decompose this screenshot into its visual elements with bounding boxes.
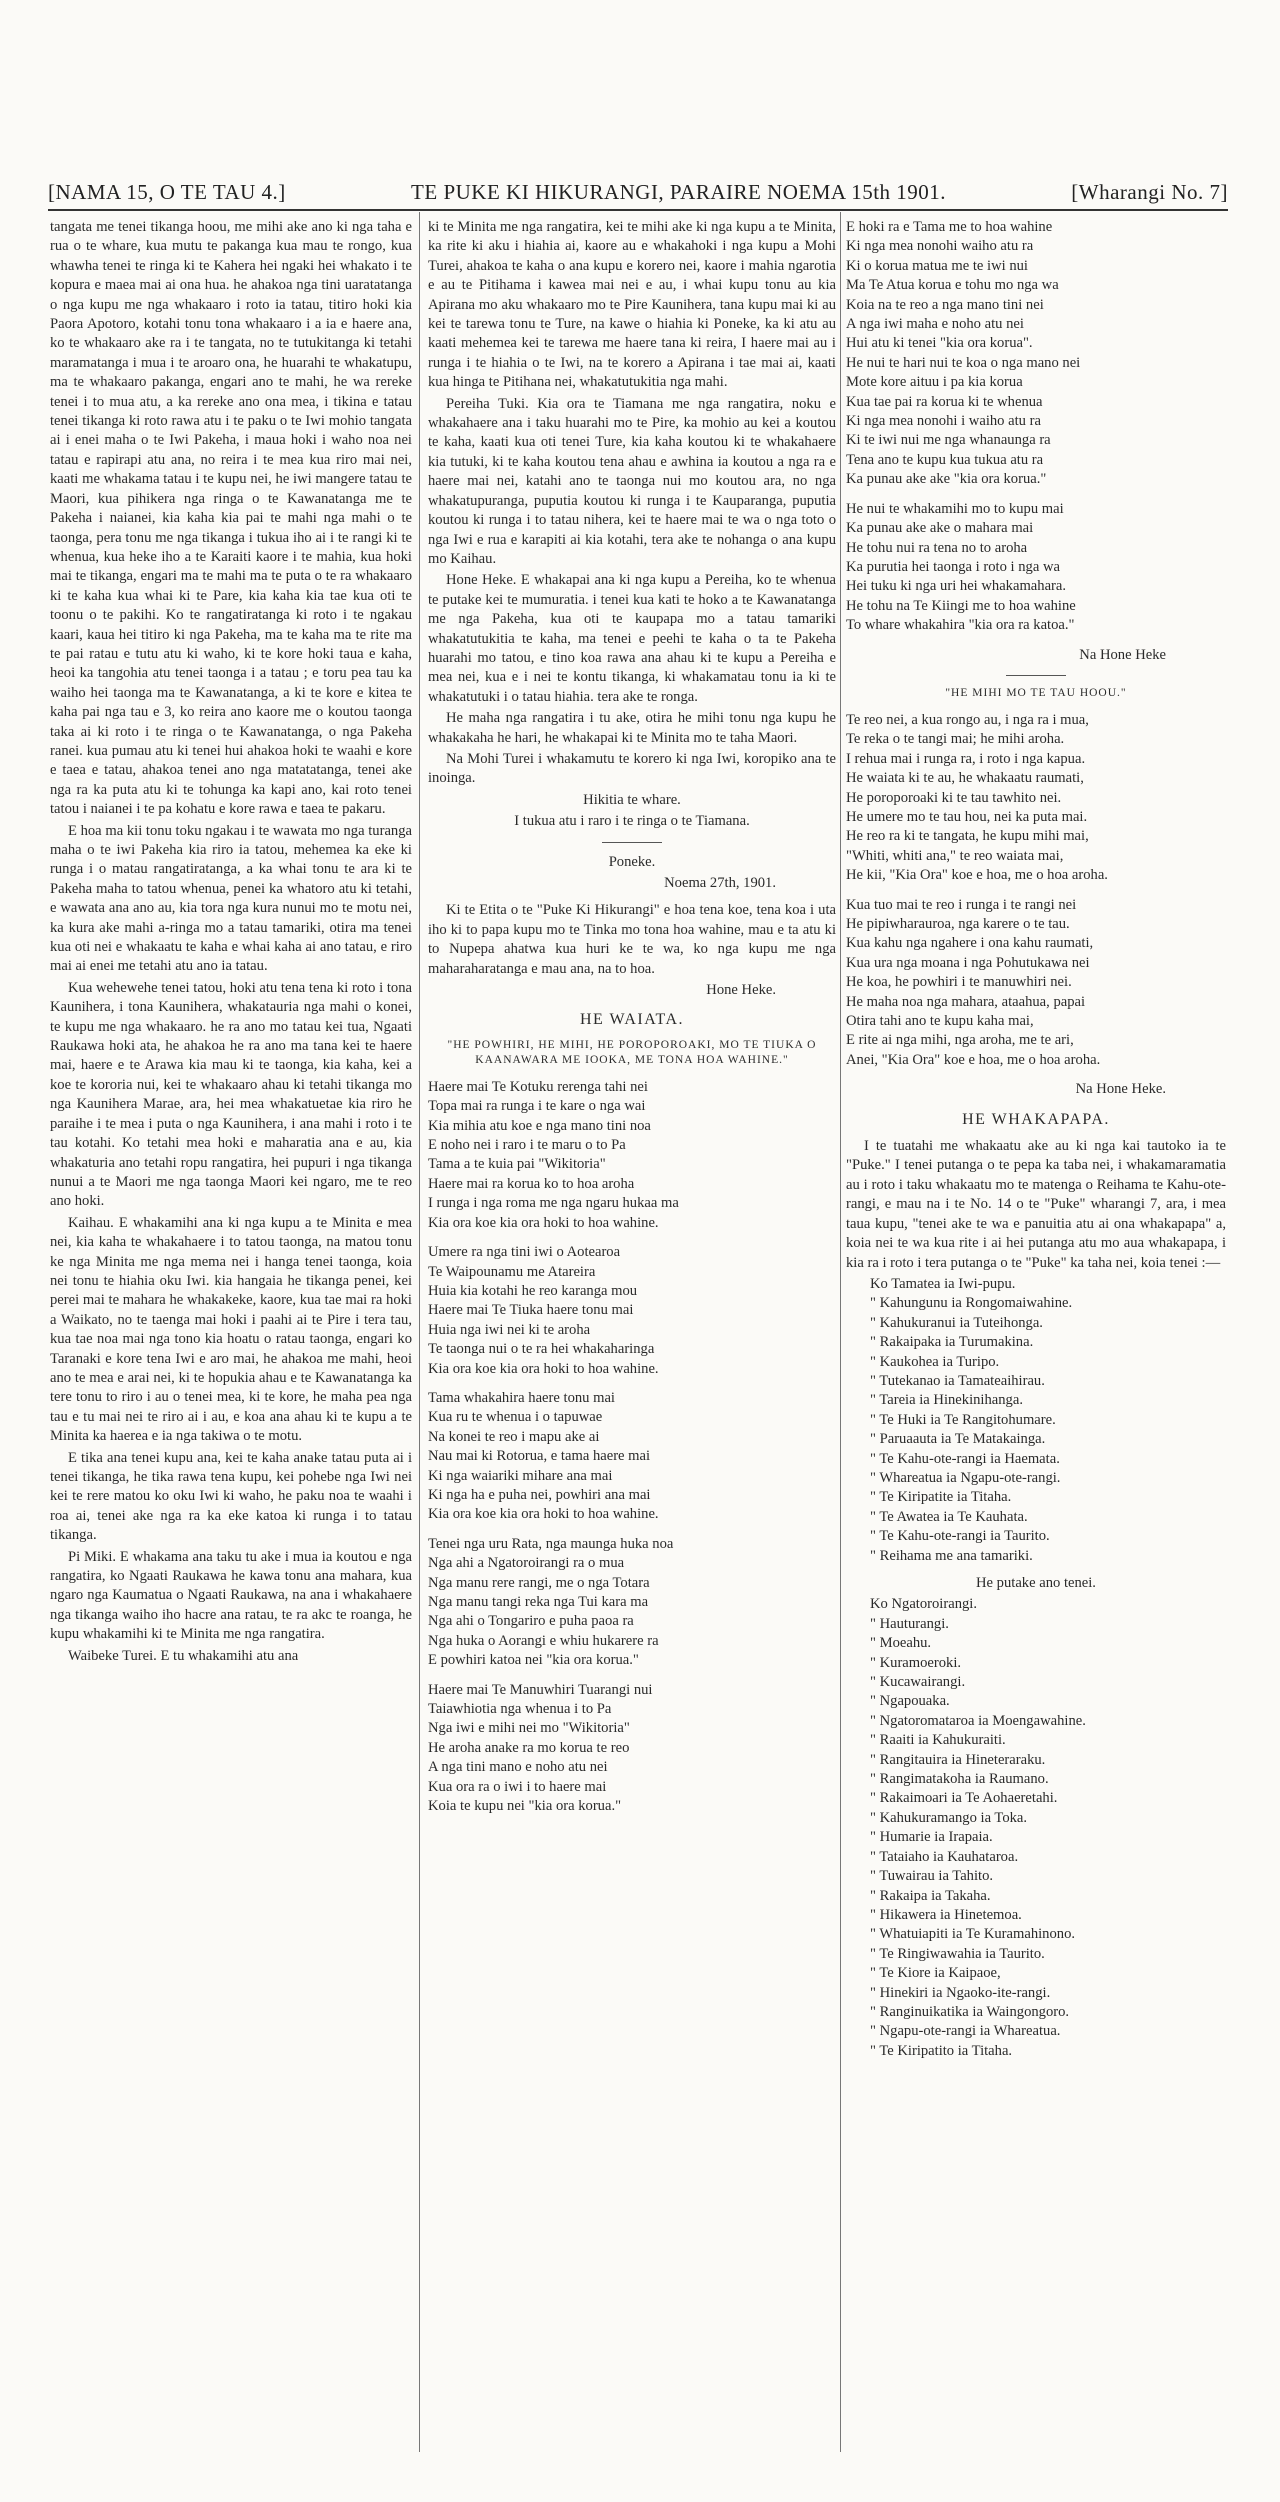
line: " Raaiti ia Kahukuraiti. xyxy=(870,1732,1006,1749)
line: " Hinekiri ia Ngaoko-ite-rangi. xyxy=(870,1984,1051,2001)
line: Nga ahi a Ngatoroirangi ra o mua xyxy=(428,1555,625,1572)
line: " Tataiaho ia Kauhataroa. xyxy=(870,1848,1019,1865)
line: He pipiwharauroa, nga karere o te tau. xyxy=(846,916,1070,932)
line: " Te Kiripatito ia Titaha. xyxy=(870,2042,1013,2059)
line: " Paruaauta ia Te Matakainga. xyxy=(870,1431,1046,1448)
waiata-title: HE WAIATA. xyxy=(579,1011,685,1029)
stanza xyxy=(428,1243,836,1379)
line: " Ranginuikatika ia Waingongoro. xyxy=(870,2003,1070,2020)
stanza xyxy=(428,1535,836,1671)
line: Te reka o te tangi mai; he mihi aroha. xyxy=(846,731,1065,748)
column-rule xyxy=(419,212,420,2452)
line: Kia ora koe kia ora hoki to hoa wahine. xyxy=(428,1214,659,1231)
line: " Te Kiripatite ia Titaha. xyxy=(870,1489,1012,1506)
line: I runga i nga roma me nga ngaru hukaa ma xyxy=(428,1195,679,1212)
line: " Whareatua ia Ngapu-ote-rangi. xyxy=(870,1469,1061,1486)
line: Ki nga ha e puha nei, powhiri ana mai xyxy=(428,1486,651,1503)
line: " Tuwairau ia Tahito. xyxy=(870,1868,994,1885)
line: " Whatuiapiti ia Te Kuramahinono. xyxy=(870,1926,1076,1943)
line: Kua kahu nga ngahere i ona kahu raumati, xyxy=(846,935,1094,952)
column-3 xyxy=(846,218,1226,2061)
divider xyxy=(602,842,662,843)
line: Kua ora ra o iwi i to haere mai xyxy=(428,1778,607,1795)
line: Tena ano te kupu kua tukua atu ra xyxy=(846,451,1044,468)
line: Taiawhiotia nga whenua i to Pa xyxy=(428,1701,612,1718)
line: " Kahukuramango ia Toka. xyxy=(870,1809,1028,1826)
column-rule xyxy=(840,212,841,2452)
line: A nga iwi maha e noho atu nei xyxy=(846,316,1024,333)
line: A nga tini mano e noho atu nei xyxy=(428,1759,608,1776)
line: He nui te whakamihi mo to kupu mai xyxy=(846,500,1064,517)
line: Haere mai Te Kotuku rerenga tahi nei xyxy=(428,1078,648,1095)
list-heading: He putake ano tenei. xyxy=(976,1575,1096,1591)
line: Ki te iwi nui me nga whanaunga ra xyxy=(846,432,1051,449)
genealogy-list xyxy=(846,1595,1226,2061)
paragraph: I tukua atu i raro i te ringa o te Tiamana. xyxy=(514,813,750,830)
line: " Reihama me ana tamariki. xyxy=(870,1547,1033,1564)
line: " Te Kahu-ote-rangi ia Taurito. xyxy=(870,1528,1050,1545)
genealogy-list xyxy=(846,1275,1226,1566)
line: " Humarie ia Irapaia. xyxy=(870,1829,993,1846)
line: " Te Awatea ia Te Kauhata. xyxy=(870,1508,1028,1525)
line: Nga manu tangi reka nga Tui kara ma xyxy=(428,1594,649,1610)
line: " Rakaipa ia Takaha. xyxy=(870,1887,991,1904)
line: Otira tahi ano te kupu kaha mai, xyxy=(846,1013,1034,1030)
divider xyxy=(1006,675,1066,676)
line: Kua ura nga moana i nga Pohutukawa nei xyxy=(846,954,1090,971)
line: " Moeahu. xyxy=(870,1635,932,1652)
paragraph: He maha nga rangatira i tu ake, otira he mihi tonu nga kupu he whakakaha he hari, he whakapai ki te Minita mo te taha Maori. xyxy=(428,710,836,746)
line: He reo ra ki te tangata, he kupu mihi mai, xyxy=(846,828,1089,845)
paragraph: tangata me tenei tikanga hoou, me mihi ake ano ki nga taha e rua o te whare, kua mutu te pakanga kua mau te rongo, kua whawha tenei te ringa ki te Kahera hei ngaki hei whakato i te kopura e maea mai ai ona hua. he ahakoa nga tini uaratatanga o nga kupu me nga whakaaro i roto ia tatau, titiro hoki kia Paora Apotoro, kotahi tonu tona whakaaro i a ia e haere ana, ko te whakaaro ake ra i te tangata, no te tutukitanga ki tetahi maramatanga i mua i te aroaro ona, he huarahi te whakatupu, ma te whakaaro pakanga, engari ano te mahi, he wa rereke tenei i to mua atu, a ka rereke ano ona mea, i tikina e tatau tenei tikanga ki roto rawa atu i te paku o te Iwi mohio tangata ai i enei maha o te Iwi Pakeha, i maua hoki i waho noa nei tatau e rapirapi atu ana, no reira i te mea kua riro mai nei, kaati me whakama tatau i te kupu nei, he iwi mangere tatau te Maori, kua pihikera nga ringa o te Kawanatanga me te Pakeha i naianei, kia kaha kia pai te mahi nga mahi o te taonga, pera tonu me nga tikanga i tukua iho ai i te rangi ki te whenua, kua heke iho a te Karaiti kaore i te mahia, kua hoki mai te tikanga, engari ma te mahi ma te puta o te ra whakaaro ki te kaha kua whai ki te Pare, kia kaha kia tae kua oti te toonu o te pakihi. Ko te rangatiratanga ki roto i te ngakau kaari, kaua hei titiro ki nga Pakeha, ma te kaha ma te rite ma te pai ratau e tutu atu ki waho, ki te kore hoki taua e kaha, heoi ka tangohia atu tenei taonga i a tatau ; e toru pea tau ka waiho hei taonga ma te Kawanatanga, a ki te kore e kitea te kaha pai nga tau e 3, ko reira ano kaore me o koutou taonga taka ai ki roto i te ringa o te Kawanatanga, o nga Pakeha ranei. kua pumau atu ki tenei hui ahakoa hoki te waahi e kore e taea e tatau, ahakoa tenei ano nga matatatanga, tenei ake nga ra ka puta atu ki te tohunga ka kapi ano, kai roto tenei tatou i naianei i te pa kohatu e kore rawa e taea te pakaru. xyxy=(50,219,412,818)
stanza xyxy=(846,500,1226,636)
line: He nui te hari nui te koa o nga mano nei xyxy=(846,354,1081,371)
paragraph: ki te Minita me nga rangatira, kei te mihi ake ki nga kupu a te Minita, ka rite ki aku i hiahia ai, kaore au e whakahoki i nga kupu a Mohi Turei, ahakoa te kaha o ana kupu e korero nei, kaore i mahia ngarotia e au te Pitihama i kawea mai nei e au, i whai kupu tonu au kia Apirana mo aku whakaaro mo te Pire Kaunihera, tana kupu mai ki au kei te tarewa tonu te Ture, na kawe o hiahia ki Poneke, ka ki atu au kaati mehemea kei te tarewa me haere tana ki reira, I haere mai au i runga i te hiahia o te Iwi, na te korero a Apirana i tae mai ai, kaati kua hinga te Pitihana nei, whakatutukitia nga mahi. xyxy=(428,219,836,391)
line: " Kahukuranui ia Tuteihonga. xyxy=(870,1314,1043,1331)
stanza xyxy=(428,1681,836,1817)
line: He tohu nui ra tena no to aroha xyxy=(846,539,1028,556)
line: Nga iwi e mihi nei mo "Wikitoria" xyxy=(428,1720,630,1737)
line: Ko Tamatea ia Iwi-pupu. xyxy=(870,1275,1016,1292)
line: Ka punau ake ake "kia ora korua." xyxy=(846,471,1047,488)
line: E powhiri katoa nei "kia ora korua." xyxy=(428,1652,639,1669)
line: Haere mai ra korua ko to hoa aroha xyxy=(428,1175,635,1192)
line: Kia ora koe kia ora hoki to hoa wahine. xyxy=(428,1360,659,1377)
line: He maha noa nga mahara, ataahua, papai xyxy=(846,993,1086,1010)
paragraph: Na Mohi Turei i whakamutu te korero ki nga Iwi, koropiko ana te inoinga. xyxy=(428,750,836,787)
paragraph: Waibeke Turei. E tu whakamihi atu ana xyxy=(68,1647,299,1664)
masthead xyxy=(48,165,1228,211)
line: Haere mai Te Manuwhiri Tuarangi nui xyxy=(428,1681,653,1698)
line: Ki nga waiariki mihare ana mai xyxy=(428,1467,613,1484)
line: " Rangimatakoha ia Raumano. xyxy=(870,1771,1049,1788)
line: " Rakaipaka ia Turumakina. xyxy=(870,1334,1034,1351)
line: Ka punau ake ake o mahara mai xyxy=(846,520,1034,537)
line: Kua tuo mai te reo i runga i te rangi nei xyxy=(846,896,1077,913)
line: He aroha anake ra mo korua te reo xyxy=(428,1739,630,1756)
line: " Tutekanao ia Tamateaihirau. xyxy=(870,1372,1045,1389)
line: Huia nga iwi nei ki te aroha xyxy=(428,1321,591,1338)
line: " Ngapouaka. xyxy=(870,1693,950,1710)
line: He poroporoaki ki te tau tawhito nei. xyxy=(846,789,1062,806)
line: Ko Ngatoroirangi. xyxy=(870,1596,977,1613)
line: " Ngapu-ote-rangi ia Whareatua. xyxy=(870,2023,1061,2040)
line: Ma Te Atua korua e tohu mo nga wa xyxy=(846,277,1059,294)
poem-title: "HE MIHI MO TE TAU HOOU." xyxy=(945,686,1127,699)
line: Ka purutia hei taonga i roto i nga wa xyxy=(846,558,1060,575)
line: I rehua mai i runga ra, i roto i nga kapua. xyxy=(846,750,1086,767)
line: " Kuramoeroki. xyxy=(870,1654,962,1671)
waiata-subtitle: "HE POWHIRI, HE MIHI, HE POROPOROAKI, MO TE TIUKA O KAANAWARA ME IOOKA, ME TONA HOA WAHINE." xyxy=(447,1038,817,1066)
line: Nga manu rere rangi, me o nga Totara xyxy=(428,1574,650,1591)
line: E rite ai nga mihi, nga aroha, me te ari, xyxy=(846,1032,1074,1049)
column-2 xyxy=(428,218,836,1826)
paragraph: I te tuatahi me whakaatu ake au ki nga kai tautoko ia te "Puke." I tenei putanga o te pepa ka taba nei, i whakamaramatia au i roto i taku whakaatu mo te matenga o Reihama te Kahu-ote-rangi, e mau na i te No. 14 o te "Puke" wharangi 7, ara, i mea taua kupu, "tenei ake te wa e panuitia atu ai ona whakapapa" a, koia nei te wa kua rite i ai hei putanga atu mo aua whakapapa, i kia ra i roto i tera putanga o te "Puke" ka taha nei, koia tenei :— xyxy=(846,1138,1226,1271)
line: Tama a te kuia pai "Wikitoria" xyxy=(428,1156,606,1173)
paragraph: Kaihau. E whakamihi ana ki nga kupu a te Minita e mea nei, kia kaha te whakahaere i to tatou taonga, na matou tonu ke nga Minita me nga mema nei i hanga tenei taonga, koia nei tonu te hiahia oku Iwi. kia hangaia he tikanga penei, kei perei mai te mahara he whakakeke, kaore, kua tae mai ra hoki a Waikato, no te taenga mai hoki i paahi ai te Pire i tera tau, kua tae noa mai nga tono kia hoatu o ratau taonga, engari ko Taranaki e kore tena Iwi e aro mai, he ahakoa me mahi, heoi ano te mea e arai nei, ki te hopukia ahau e te Kawanatanga ka tere tonu to riro i au o tenei mea, ki te kore, he maha pea nga tau e tu mai nei te riro ai i au, e koa ana ahau ki te kupu a te Minita ka haerea e ia nga takiwa o te motu. xyxy=(50,1214,412,1445)
waiata-stanzas xyxy=(428,1078,836,1817)
line: Hui atu ki tenei "kia ora korua". xyxy=(846,335,1033,352)
line: Te reo nei, a kua rongo au, i nga ra i mua, xyxy=(846,711,1089,728)
line: E hoki ra e Tama me to hoa wahine xyxy=(846,219,1053,235)
line: " Ngatoromataroa ia Moengawahine. xyxy=(870,1712,1086,1729)
paragraph: Kua wehewehe tenei tatou, hoki atu tena tena ki roto i tona Kaunihera, i tona Kaunihera, whakatauria nga mahi o konei, te kupu me nga whakaaro. he ra ano mo tatau kei tua, Ngaati Raukawa hoki ata, he ahakoa he ra ano ma tana kei te haere mai, haere e te Arawa kia mau ki te taonga, kia kaha, kei a koe te kororia nui, kei te whakaaro ahau ki tetahi tikanga mo nga Kaunihera Marae, ara, hei mea whakatuetae kia riro he paraihe i te mea i puta o nga Kaunihera, i ana mahi i roto i te tau kotahi. Ko tetahi mea hoki e maharatia ana e au, kia whakaturia ano tetahi ropu rangatira, hei pupuri i nga tikanga nunui a te Maori me nga taonga Maori kei ngaro, me te reo ano hoki. xyxy=(50,979,412,1210)
line: " Te Kiore ia Kaipaoe, xyxy=(870,1965,1001,1982)
line: Umere ra nga tini iwi o Aotearoa xyxy=(428,1244,621,1261)
line: " Hauturangi. xyxy=(870,1615,949,1632)
line: Kia ora koe kia ora hoki to hoa wahine. xyxy=(428,1506,659,1523)
line: Koia te kupu nei "kia ora korua." xyxy=(428,1798,622,1815)
line: Kia mihia atu koe e nga mano tini noa xyxy=(428,1117,651,1134)
line: He koa, he powhiri i te manuwhiri nei. xyxy=(846,974,1072,991)
stanza xyxy=(428,1389,836,1525)
stanza xyxy=(428,1078,836,1233)
paragraph: Pi Miki. E whakama ana taku tu ake i mua ia koutou e nga rangatira, ko Ngaati Raukawa he kawa tonu ana mahara, kua ngaro nga Kaumatua o Ngaati Raukawa, na ana i whakahaere nga tikanga waiho iho hacre ana ratau, te ra akc te roanga, he kupu whakamihi ki te Minita me nga rangatira. xyxy=(50,1548,412,1643)
line: Huia kia kotahi he reo karanga mou xyxy=(428,1282,638,1299)
line: " Kaukohea ia Turipo. xyxy=(870,1353,1000,1370)
line: " Kahungunu ia Rongomaiwahine. xyxy=(870,1295,1073,1312)
paragraph: E hoa ma kii tonu toku ngakau i te wawata mo nga turanga maha o te iwi Pakeha kia riro ia tatou, mehemea ka eke ki runga i o matau rangatiratanga, a ka whai tonu te ara ki te Pakeha maha to tatou whenua, penei ka whatoro atu ki tetahi, e wawata ana ano au, kia tora nga kura nunui mo te motu nei, ka kura ake mahi a-ringa mo a tatau tamariki, otira ma tenei kua oti nei e whakaatu te kaha e whai kaha ai ano tatau, e riro mai ai enei me tetahi atu ano ia tatau. xyxy=(50,822,412,975)
line: He kii, "Kia Ora" koe e hoa, me o hoa aroha. xyxy=(846,867,1108,884)
line: Ki nga mea nonohi waiho atu ra xyxy=(846,238,1034,255)
line: Nga ahi o Tongariro e puha paoa ra xyxy=(428,1613,634,1630)
paragraph: E tika ana tenei kupu ana, kei te kaha anake tatau puta ai i tenei tikanga, he tika rawa tena kupu, kei pohebe nga Iwi nei kei te rere matou ko oku Iwi ki waho, he paku noa te waahi i roa ai, tenei ake nga ra ka eke katoa ki runga i to tatau tikanga. xyxy=(50,1449,412,1544)
signature: Na Hone Heke xyxy=(1079,646,1166,663)
line: He umere mo te tau hou, nei ka puta mai. xyxy=(846,808,1088,825)
signature: Na Hone Heke. xyxy=(1075,1081,1166,1098)
line: Topa mai ra runga i te kare o nga wai xyxy=(428,1098,646,1115)
line: " Te Kahu-ote-rangi ia Haemata. xyxy=(870,1450,1060,1467)
stanza xyxy=(846,896,1226,1071)
stanza xyxy=(846,711,1226,886)
paragraph: Hone Heke. E whakapai ana ki nga kupu a Pereiha, ko te whenua te putake kei te mumuratia. i tenei kua kati te hoko a te Kawanatanga me nga Pakeha, kua oti te kaupapa mo a tatau tamariki whakatutukitia te kaha, ma tenei e peehi te kaha o ta te Pakeha huarahi mo tatou, e tino koa rawa ana ahau ki te kupu a Pereiha e mea nei, kua e i nei te kontu tikanga, ki whakamatau tonu ia ki te whakatutuki i o tatau hiahia. tera ake te ronga. xyxy=(428,572,836,705)
issue-number: [NAMA 15, O TE TAU 4.] xyxy=(48,180,286,204)
line: " Kucawairangi. xyxy=(870,1674,966,1691)
line: " Hikawera ia Hinetemoa. xyxy=(870,1906,1022,1923)
line: Mote kore aituu i pa kia korua xyxy=(846,374,1023,391)
letter-signature: Hone Heke. xyxy=(706,982,776,999)
line: Nga huka o Aorangi e whiu hukarere ra xyxy=(428,1632,659,1649)
column-1 xyxy=(50,218,412,1668)
line: Kua tae pai ra korua ki te whenua xyxy=(846,393,1043,410)
line: Koia na te reo a nga mano tini nei xyxy=(846,296,1044,313)
line: Haere mai Te Tiuka haere tonu mai xyxy=(428,1302,634,1319)
letter-place: Poneke. xyxy=(608,853,656,870)
stanza xyxy=(846,218,1226,490)
letter-body: Ki te Etita o te "Puke Ki Hikurangi" e hoa tena koe, tena koa i uta iho ki to papa kupu mo te Tinka mo tona hoa wahine, mau e ta atu ki to Nupepa ahatwa kua huri ke te wa, ko nga kupu me nga maharaharatanga e mau ana, na to hoa. xyxy=(428,902,836,977)
line: Hei tuku ki nga uri hei whakamahara. xyxy=(846,578,1067,595)
line: Te taonga nui o te ra hei whakaharinga xyxy=(428,1341,655,1358)
line: Nau mai ki Rotorua, e tama haere mai xyxy=(428,1448,651,1465)
line: " Tareia ia Hinekinihanga. xyxy=(870,1392,1023,1409)
line: " Rakaimoari ia Te Aohaeretahi. xyxy=(870,1790,1058,1807)
line: Ki o korua matua me te iwi nui xyxy=(846,257,1028,274)
line: Tenei nga uru Rata, nga maunga huka noa xyxy=(428,1535,674,1552)
line: Te Waipounamu me Atareira xyxy=(428,1263,596,1280)
line: Kua ru te whenua i o tapuwae xyxy=(428,1409,603,1426)
paper-title: TE PUKE KI HIKURANGI, PARAIRE NOEMA 15th 1901. xyxy=(411,180,947,204)
line: Anei, "Kia Ora" koe e hoa, me o hoa aroha. xyxy=(846,1051,1101,1068)
line: Tama whakahira haere tonu mai xyxy=(428,1389,615,1406)
line: To whare whakahira "kia ora ra katoa." xyxy=(846,617,1075,634)
page-number: [Wharangi No. 7] xyxy=(1071,180,1228,204)
paragraph: Pereiha Tuki. Kia ora te Tiamana me nga rangatira, noku e whakahaere ana i taku huarahi mo te Pire, ka mohio au kei a koutou te kaha, kaati kua oti tenei Ture, kia kaha koutou ki te whakahaere kia tutuki, ki te kaha koutou tena ahau e awhina ia koutou a nga ra e haere mai nei, katahi ano te taonga nui mo koutou ara, no nga whakatupuranga, puputia koutou ki runga i te Kauparanga, puputia koutou ki runga i to tatau nihera, kei te haere mai te wa o nga toto o nga Iwi e rua e karapiti ai kia kotahi, tera ake te nohanga o ana kupu mo Kaihau. xyxy=(428,395,836,567)
line: E noho nei i raro i te maru o to Pa xyxy=(428,1137,626,1154)
line: He tohu na Te Kiingi me to hoa wahine xyxy=(846,597,1076,614)
line: "Whiti, whiti ana," te reo waiata mai, xyxy=(846,847,1064,864)
line: Na konei te reo i mapu ake ai xyxy=(428,1428,600,1445)
whakapapa-title: HE WHAKAPAPA. xyxy=(962,1110,1110,1128)
line: He waiata ki te au, he whakaatu raumati, xyxy=(846,770,1084,787)
line: " Te Huki ia Te Rangitohumare. xyxy=(870,1411,1056,1428)
line: " Rangitauira ia Hineteraraku. xyxy=(870,1751,1046,1768)
line: " Te Ringiwawahia ia Taurito. xyxy=(870,1945,1045,1962)
line: Ki nga mea nonohi i waiho atu ra xyxy=(846,413,1041,430)
letter-date: Noema 27th, 1901. xyxy=(664,875,776,891)
paragraph: Hikitia te whare. xyxy=(583,791,681,808)
